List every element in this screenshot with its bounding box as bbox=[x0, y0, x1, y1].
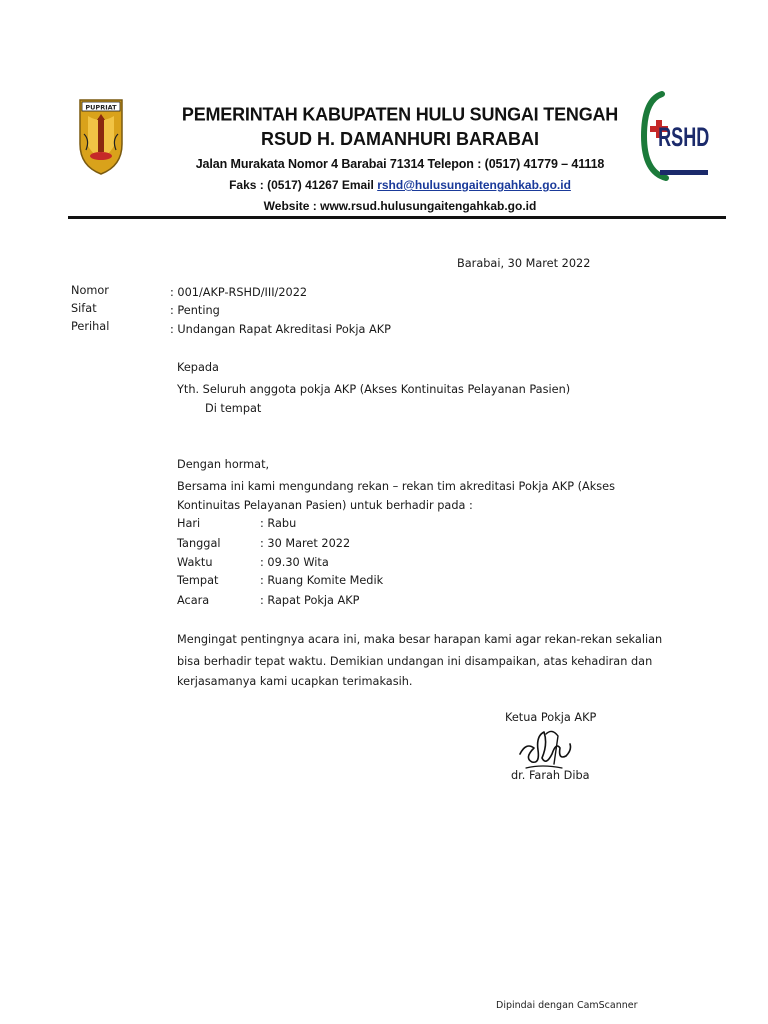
logo-right-text: RSHD bbox=[658, 121, 710, 152]
rshd-hospital-logo bbox=[640, 90, 712, 182]
intro-line-2: Kontinuitas Pelayanan Pasien) untuk berhadir pada : bbox=[177, 499, 473, 512]
letterhead-website: Website : www.rsud.hulusungaitengahkab.go.id bbox=[263, 199, 537, 213]
closing-line-2: bisa berhadir tepat waktu. Demikian undangan ini disampaikan, atas kehadiran dan bbox=[177, 655, 653, 668]
meta-label-perihal: Perihal bbox=[71, 320, 110, 333]
detail-value-hari: : Rabu bbox=[260, 517, 297, 530]
scanner-watermark: Dipindai dengan CamScanner bbox=[496, 1000, 638, 1011]
letterhead bbox=[150, 104, 650, 213]
detail-value-waktu: : 09.30 Wita bbox=[260, 556, 329, 569]
recipient-name: Yth. Seluruh anggota pokja AKP (Akses Kontinuitas Pelayanan Pasien) bbox=[177, 383, 571, 396]
detail-value-tempat: : Ruang Komite Medik bbox=[260, 574, 384, 587]
signer-title: Ketua Pokja AKP bbox=[505, 711, 597, 724]
detail-label-waktu: Waktu bbox=[177, 556, 213, 569]
letterhead-address: Jalan Murakata Nomor 4 Barabai 71314 Telepon : (0517) 41779 – 41118 bbox=[195, 157, 605, 171]
greeting: Dengan hormat, bbox=[177, 458, 270, 471]
meta-value-perihal: : Undangan Rapat Akreditasi Pokja AKP bbox=[170, 323, 391, 336]
detail-label-tanggal: Tanggal bbox=[177, 537, 221, 550]
regency-coat-of-arms-logo bbox=[76, 94, 126, 176]
letterhead-fax: Faks : (0517) 41267 Email bbox=[229, 178, 378, 192]
logo-left-banner-text: PUPRIAT bbox=[85, 103, 117, 112]
closing-line-1: Mengingat pentingnya acara ini, maka besar harapan kami agar rekan-rekan sekalian bbox=[177, 633, 663, 646]
recipient-place: Di tempat bbox=[205, 402, 262, 415]
letter-date: Barabai, 30 Maret 2022 bbox=[457, 257, 591, 270]
meta-label-nomor: Nomor bbox=[71, 284, 109, 297]
letterhead-hospital-name: RSUD H. DAMANHURI BARABAI bbox=[261, 129, 539, 149]
meta-value-sifat: : Penting bbox=[170, 304, 220, 317]
letterhead-divider bbox=[68, 216, 726, 219]
meta-value-nomor: : 001/AKP-RSHD/III/2022 bbox=[170, 286, 308, 299]
closing-line-3: kerjasamanya kami ucapkan terimakasih. bbox=[177, 675, 413, 688]
signer-name: dr. Farah Diba bbox=[511, 769, 590, 782]
detail-value-acara: : Rapat Pokja AKP bbox=[260, 594, 360, 607]
letterhead-government-name: PEMERINTAH KABUPATEN HULU SUNGAI TENGAH bbox=[181, 103, 619, 125]
detail-label-tempat: Tempat bbox=[177, 574, 219, 587]
letterhead-fax-email bbox=[150, 178, 650, 192]
letterhead-email-link[interactable]: rshd@hulusungaitengahkab.go.id bbox=[377, 178, 571, 192]
intro-line-1: Bersama ini kami mengundang rekan – rekan tim akreditasi Pokja AKP (Akses bbox=[177, 480, 615, 493]
detail-label-acara: Acara bbox=[177, 594, 210, 607]
detail-value-tanggal: : 30 Maret 2022 bbox=[260, 537, 351, 550]
detail-label-hari: Hari bbox=[177, 517, 201, 530]
recipient-to: Kepada bbox=[177, 361, 219, 374]
meta-label-sifat: Sifat bbox=[71, 302, 97, 315]
handwritten-signature bbox=[512, 724, 578, 774]
